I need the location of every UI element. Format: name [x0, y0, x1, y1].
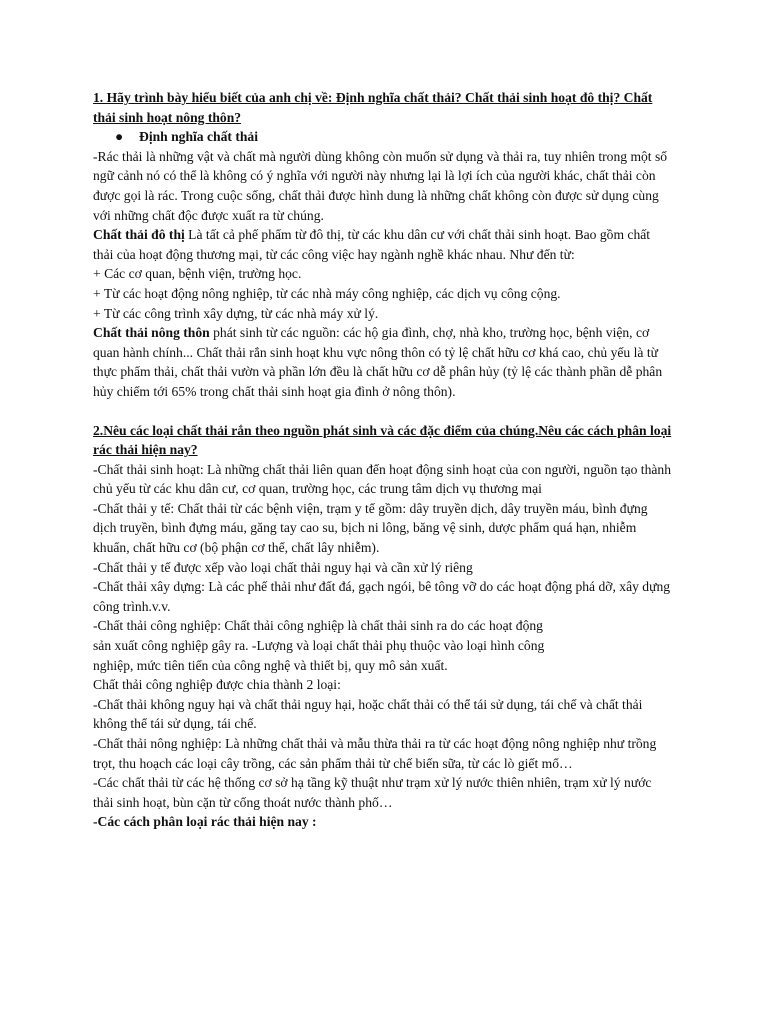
document-body — [93, 88, 673, 832]
question-2-title: 2.Nêu các loại chất thải rắn theo nguồn phát sinh và các đặc điểm của chúng.Nêu các cách phân loại rác thải hiện nay? — [93, 422, 672, 458]
question-1-title: 1. Hãy trình bày hiểu biết của anh chị về: Định nghĩa chất thải? Chất thải sinh hoạt đô thị? Chất thải sinh hoạt nông thôn? — [93, 90, 653, 125]
infrastructure-waste-paragraph: -Các chất thải từ các hệ thống cơ sở hạ tầng kỹ thuật như trạm xử lý nước thiên nhiên, trạm xử lý nước thải sinh hoạt, bùn cặn từ cống thoát nước thành phố… — [93, 775, 652, 810]
urban-source-item: + Các cơ quan, bệnh viện, trường học. — [93, 266, 302, 282]
industrial-waste-types: Chất thải công nghiệp được chia thành 2 loại: — [93, 677, 341, 693]
classification-heading: -Các cách phân loại rác thải hiện nay : — [93, 814, 317, 830]
urban-source-item: + Từ các hoạt động nông nghiệp, từ các nhà máy công nghiệp, các dịch vụ công cộng. — [93, 285, 561, 301]
urban-source-item: + Từ các công trình xây dựng, từ các nhà máy xử lý. — [93, 305, 379, 321]
section-gap — [93, 402, 673, 421]
urban-waste-text: Là tất cả phế phẩm từ đô thị, từ các khu dân cư với chất thải sinh hoạt. Bao gồm chất thải của hoạt động thương mại, từ các công việc hay ngành nghề khác nhau. Như đến từ: — [93, 227, 651, 262]
definition-paragraph: -Rác thải là những vật và chất mà người dùng không còn muốn sử dụng và thải ra, tuy nhiên trong một số ngữ cảnh nó có thể là không có ý nghĩa với người này nhưng lại là lợi ích của người khác, chất thải còn được gọi là rác. Trong cuộc sống, chất thải được hình dung là những chất không còn được sử dụng cùng với những chất độc được xuất ra từ chúng. — [93, 148, 668, 223]
rural-waste-label: Chất thải nông thôn — [93, 325, 210, 341]
medical-waste-note: -Chất thải y tế được xếp vào loại chất thải nguy hại và cần xử lý riêng — [93, 559, 473, 575]
urban-waste-label: Chất thải đô thị — [93, 227, 185, 243]
urban-waste-paragraph — [93, 225, 673, 264]
construction-waste-paragraph: -Chất thải xây dựng: Là các phế thải như đất đá, gạch ngói, bê tông vỡ do các hoạt động phá dỡ, xây dựng công trình.v.v. — [93, 579, 671, 614]
agricultural-waste-paragraph: -Chất thải nông nghiệp: Là những chất thải và mẫu thừa thải ra từ các hoạt động nông nghiệp như trồng trọt, thu hoạch các loại cây trồng, các sản phẩm thải từ chế biến sữa, từ các lò giết mổ… — [93, 736, 657, 771]
bullet-heading-definition — [93, 127, 673, 147]
rural-waste-paragraph — [93, 323, 673, 401]
bullet-dot-icon: ● — [115, 129, 124, 145]
industrial-waste-paragraph: -Chất thải công nghiệp: Chất thải công nghiệp là chất thải sinh ra do các hoạt động sản xuất công nghiệp gây ra. -Lượng và loại chất thải phụ thuộc vào loại hình công nghiệp, mức tiên tiến của công nghệ và thiết bị, quy mô sản xuất. — [93, 618, 545, 673]
rural-waste-text: phát sinh từ các nguồn: các hộ gia đình, chợ, nhà kho, trường học, bệnh viện, cơ quan hành chính... Chất thải rắn sinh hoạt khu vực nông thôn có tỷ lệ chất hữu cơ khá cao, chủ yếu là từ thực phẩm thải, chất thải vườn và phần lớn đều là chất hữu cơ dễ phân hủy (tỷ lệ các thành phần dễ phân hủy chiếm tới 65% trong chất thải sinh hoạt gia đình ở nông thôn). — [93, 325, 663, 399]
household-waste-paragraph: -Chất thải sinh hoạt: Là những chất thải liên quan đến hoạt động sinh hoạt của con người, nguồn tạo thành chủ yếu từ các khu dân cư, cơ quan, trường học, các trung tâm dịch vụ thương mại — [93, 461, 672, 497]
industrial-waste-types-detail: -Chất thải không nguy hại và chất thải nguy hại, hoặc chất thải có thể tái sử dụng, tái chế và chất thải không thể tái sử dụng, tái chế. — [93, 696, 643, 732]
bullet-heading-text: Định nghĩa chất thải — [139, 129, 258, 145]
medical-waste-paragraph: -Chất thải y tế: Chất thải từ các bệnh viện, trạm y tế gồm: dây truyền dịch, dây truyền máu, bình đựng dịch truyền, bình đựng máu, găng tay cao su, bịch ni lông, băng vệ sinh, dược phẩm quá hạn, nhiễm khuẩn, chất hữu cơ (bộ phận cơ thể, chất lây nhiễm). — [93, 500, 648, 556]
